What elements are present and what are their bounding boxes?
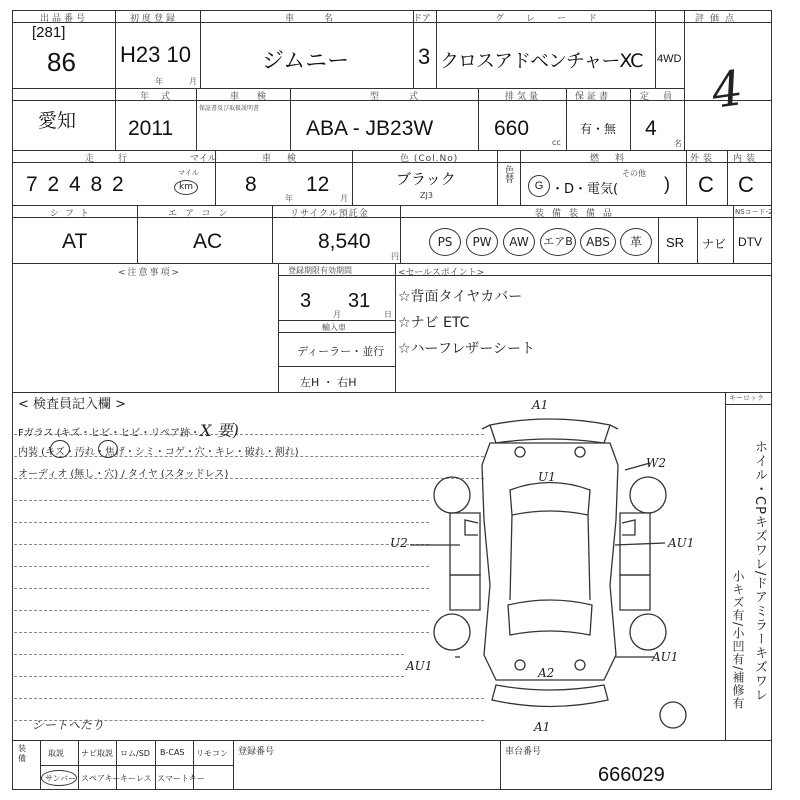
vrule-s xyxy=(272,205,273,263)
km-circle: km xyxy=(174,180,198,195)
rule-footer-top xyxy=(12,740,772,741)
capacity: 4 xyxy=(645,117,657,140)
vrule-n xyxy=(497,150,498,205)
vrule-m xyxy=(352,150,353,205)
model-name: ジムニー xyxy=(262,49,350,74)
label-w2: W2 xyxy=(646,456,666,470)
vrule-g xyxy=(196,88,197,150)
lot-label: 出品番号 xyxy=(40,14,89,24)
dash-5 xyxy=(14,522,429,523)
vrule-x xyxy=(278,263,279,392)
mileage: 7 2 4 8 2 xyxy=(26,173,126,196)
dash-7 xyxy=(14,566,429,567)
displacement-label: 排気量 xyxy=(505,92,542,102)
vrule-h xyxy=(290,88,291,150)
footer-bot-4: スマートキー xyxy=(157,774,205,783)
inspect-label: 車検 xyxy=(230,92,285,102)
year-unit-1: 年 xyxy=(155,77,163,86)
interior-label: 内装 xyxy=(733,154,760,164)
label-a1-bottom: A1 xyxy=(534,720,551,734)
seat-note: シートへたり xyxy=(32,718,105,732)
yen-unit: 円 xyxy=(391,252,399,261)
shaken-year-unit: 年 xyxy=(285,194,293,203)
month-unit-1: 月 xyxy=(189,77,197,86)
inspector-glass xyxy=(18,418,239,441)
year-label: 年式 xyxy=(140,92,183,102)
footer-top-2: ナビ取説 xyxy=(81,749,113,758)
equip-ps: PS xyxy=(429,228,461,256)
shift-value: AT xyxy=(62,230,88,253)
reg-number-label: 登録番号 xyxy=(238,747,275,757)
inspector-interior: 内装 (キズ・汚れ・焦げ・シミ・コゲ・穴・キレ・破れ・割れ) xyxy=(18,447,299,458)
equip-navi: ナビ xyxy=(702,237,727,251)
dash-6 xyxy=(14,544,429,545)
chassis-number: 666029 xyxy=(598,764,665,786)
equip-abs: ABS xyxy=(580,228,616,256)
footer-bot-3: キーレス xyxy=(120,774,152,783)
model-code-label: 型式 xyxy=(370,92,449,102)
subrule-1 xyxy=(12,22,772,23)
label-a1-top: A1 xyxy=(532,398,549,412)
reg-day: 31 xyxy=(348,290,371,312)
recycle-deposit: 8,540 xyxy=(318,230,371,253)
inspector-title: < 検査員記入欄 > xyxy=(18,397,127,412)
first-registration: H23 10 xyxy=(120,42,191,67)
footer-bot-2: スペアキー xyxy=(81,774,121,783)
import-label: 輸入車 xyxy=(322,323,346,332)
dash-10 xyxy=(14,632,429,633)
shaken-year: 8 xyxy=(245,173,257,196)
vrule-t xyxy=(400,205,401,263)
sales-point-3: ☆ハーフレザーシート xyxy=(398,341,536,357)
interior-circle-1 xyxy=(50,440,70,458)
footer-equip-label: 装備 xyxy=(18,744,26,763)
shift-label: シフト xyxy=(50,209,96,219)
capacity-unit: 名 xyxy=(674,139,682,148)
notes-label: <注意事項> xyxy=(118,268,182,278)
car-diagram xyxy=(390,395,695,740)
ac-value: AC xyxy=(193,230,223,253)
equip-leather: 革 xyxy=(620,228,652,256)
chassis-label: 車台番号 xyxy=(505,747,542,757)
warranty-note: 保証書及び取扱説明書 xyxy=(199,105,260,112)
rule-row3-bottom xyxy=(12,205,772,206)
side-note-2: 小キズ有/小凹有/補修有 xyxy=(731,570,745,711)
region: 愛知 xyxy=(38,110,77,132)
fuel-other: その他 xyxy=(622,169,646,178)
sales-point-2: ☆ナビ ETC xyxy=(398,315,470,331)
sales-label: <セールスポイント> xyxy=(398,268,485,278)
equip-aw: AW xyxy=(503,228,535,256)
model-label: 車名 xyxy=(285,14,364,24)
reg-day-unit: 日 xyxy=(384,310,392,319)
inspector-glass-text: Fガラス (キズ・ヒビ・ヒビ・リペア跡・ xyxy=(18,428,201,439)
footer-top-3: ロム/SD xyxy=(120,749,150,758)
color-code: ZJ3 xyxy=(420,191,433,200)
displacement: 660 xyxy=(494,117,530,140)
equip-sr: SR xyxy=(666,235,685,250)
grade-name: クロスアドベンチャーXC xyxy=(440,50,643,72)
interior-circle-2 xyxy=(98,440,118,458)
door-label: ドア xyxy=(413,14,431,24)
vrule-f xyxy=(684,10,685,150)
shaken-label: 車検 xyxy=(262,154,313,164)
warranty-label: 保証書 xyxy=(575,92,612,102)
equip-label: 装備装備品 xyxy=(535,209,621,219)
vrule-r xyxy=(137,205,138,263)
exterior-label: 外装 xyxy=(690,154,717,164)
mileage-label: 走行 xyxy=(85,154,152,164)
shaken-month: 12 xyxy=(306,173,330,196)
reg-rule-1 xyxy=(278,320,395,321)
handle-side: 左H ・ 右H xyxy=(300,376,357,389)
sales-point-1: ☆背面タイヤカバー xyxy=(398,289,523,305)
label-au1-left: AU1 xyxy=(406,659,433,673)
overall-score: 4 xyxy=(708,60,747,120)
lot-prefix: [281] xyxy=(32,24,66,41)
equip-pw: PW xyxy=(466,228,498,256)
grade-label: グレード xyxy=(495,14,620,24)
fuel-close: ) xyxy=(664,174,670,194)
keylock-label: キーロック xyxy=(729,394,764,402)
vrule-k xyxy=(630,88,631,150)
vrule-j xyxy=(566,88,567,150)
mile-label: マイル xyxy=(190,154,217,164)
equip-dtv: DTV xyxy=(738,235,762,249)
inspector-audio: オーディオ (無し・穴) / タイヤ (スタッドレス) xyxy=(18,469,229,480)
dash-8 xyxy=(14,588,429,589)
interior-grade: C xyxy=(738,172,754,197)
import-type: ディーラー・並行 xyxy=(297,345,385,358)
exterior-grade: C xyxy=(698,172,714,197)
fuel-gasoline-circle: G xyxy=(528,175,550,197)
vrule-a xyxy=(115,10,116,150)
model-code: ABA - JB23W xyxy=(306,117,434,140)
footer-top-4: B-CAS xyxy=(160,748,185,757)
subrule-5 xyxy=(278,275,772,276)
equip-airbag: エアB xyxy=(540,228,576,256)
reg-expiry-label: 登録期限有効期間 xyxy=(288,266,352,275)
keylock-rule xyxy=(725,404,772,405)
rule-row4-bottom xyxy=(12,263,772,264)
footer-v7 xyxy=(500,740,501,790)
warranty-value: 有・無 xyxy=(580,122,617,136)
fuel-options: ・D・電気( xyxy=(551,182,619,197)
vrule-right-col xyxy=(725,392,726,740)
vrule-w xyxy=(733,205,734,263)
vrule-e xyxy=(655,10,656,88)
side-note-1: ホイル・CPキズワレ/ドアミラーキズワレ xyxy=(752,440,767,703)
footer-top-5: リモコン xyxy=(196,749,228,758)
reg-month-unit: 月 xyxy=(333,310,341,319)
footer-h1 xyxy=(40,765,233,766)
vrule-y xyxy=(395,263,396,392)
ac-label: エアコン xyxy=(168,209,236,219)
dash-12 xyxy=(14,676,404,677)
vrule-q xyxy=(727,150,728,205)
reg-rule-3 xyxy=(278,366,395,367)
equip-code: NSコード-2 xyxy=(735,208,773,216)
shaken-month-unit: 月 xyxy=(340,194,348,203)
dash-11 xyxy=(14,654,404,655)
dash-13 xyxy=(14,698,484,699)
score-label: 評価点 xyxy=(695,14,741,24)
vrule-d xyxy=(436,10,437,88)
color-change-label: 色替 xyxy=(503,165,513,183)
color-label: 色 (Col.No) xyxy=(400,154,459,164)
model-year: 2011 xyxy=(128,117,174,140)
first-reg-label: 初度登録 xyxy=(130,14,179,24)
footer-bot-1: サンバー xyxy=(45,774,77,783)
vrule-b xyxy=(200,10,201,88)
vrule-u xyxy=(658,217,659,263)
label-u1: U1 xyxy=(538,470,556,484)
label-a2: A2 xyxy=(538,666,555,680)
dash-9 xyxy=(14,610,429,611)
reg-month: 3 xyxy=(300,290,312,312)
capacity-label: 定員 xyxy=(640,92,687,102)
inspector-glass-mark: X 要) xyxy=(200,421,239,440)
vrule-o xyxy=(520,150,521,205)
fuel-label: 燃料 xyxy=(590,154,641,164)
dash-4 xyxy=(14,500,429,501)
lot-number: 86 xyxy=(47,47,76,77)
vrule-v xyxy=(697,217,698,263)
cc-unit: cc xyxy=(552,138,561,147)
door-count: 3 xyxy=(418,44,431,69)
body-color: ブラック xyxy=(396,170,456,188)
mile-small: マイル xyxy=(178,169,199,177)
drive-type: 4WD xyxy=(657,53,682,65)
recycle-label: リサイクル預託金 xyxy=(290,209,369,219)
footer-v6 xyxy=(233,740,234,790)
footer-top-1: 取説 xyxy=(48,749,64,758)
label-au1-right: AU1 xyxy=(668,536,695,550)
label-au1-bottom: AU1 xyxy=(652,650,679,664)
vrule-i xyxy=(478,88,479,150)
vrule-p xyxy=(686,150,687,205)
label-u2: U2 xyxy=(390,536,408,550)
